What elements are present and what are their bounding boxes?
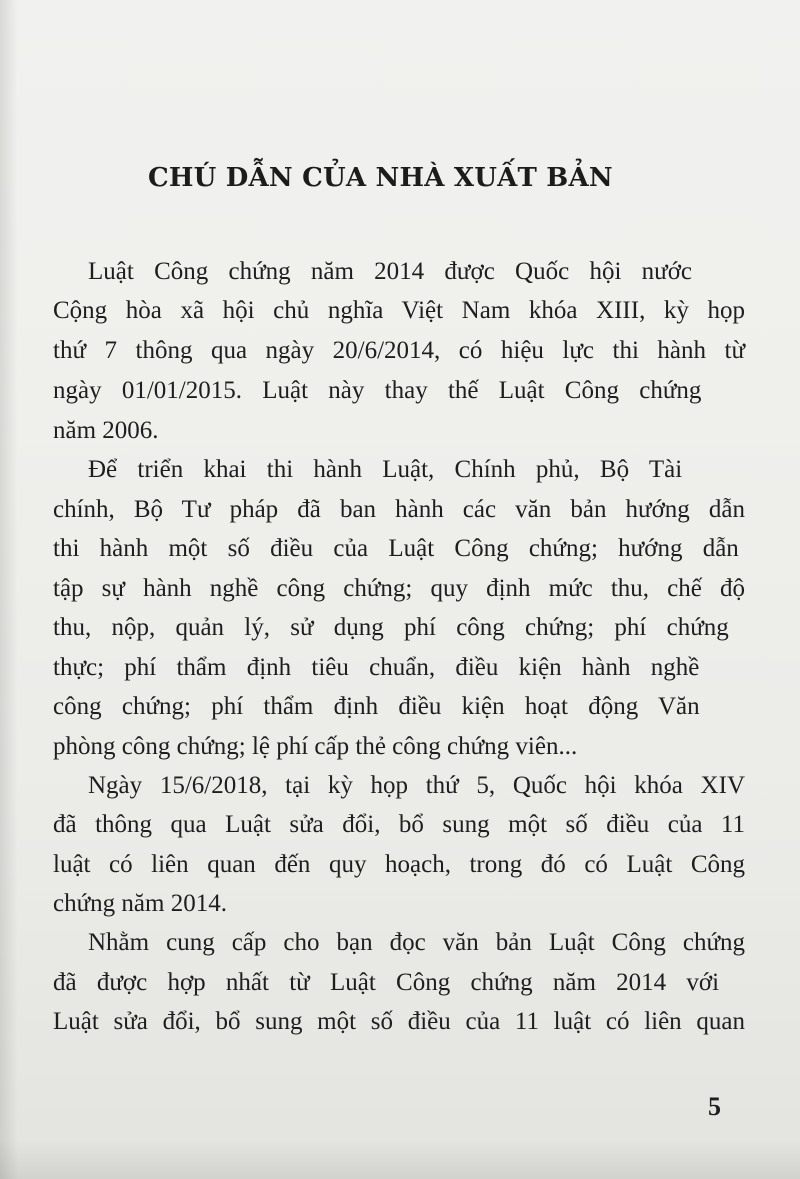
text-line: thi hành một số điều của Luật Công chứng; hướng dẫn — [53, 535, 739, 562]
text-line: công chứng; phí thẩm định điều kiện hoạt động Văn — [53, 693, 700, 720]
page-title: CHÚ DẪN CỦA NHÀ XUẤT BẢN — [148, 163, 613, 193]
text-line: thứ 7 thông qua ngày 20/6/2014, có hiệu lực thi hành từ — [53, 337, 745, 364]
text-line: Luật Công chứng năm 2014 được Quốc hội nước — [88, 258, 693, 285]
text-line: Để triển khai thi hành Luật, Chính phủ, Bộ Tài — [88, 456, 683, 483]
page-bottom-shadow — [0, 1139, 800, 1179]
text-line: tập sự hành nghề công chứng; quy định mức thu, chế độ — [53, 575, 745, 602]
text-line: năm 2006. — [53, 417, 159, 444]
text-line: Cộng hòa xã hội chủ nghĩa Việt Nam khóa XIII, kỳ họp — [53, 297, 745, 324]
text-line: luật có liên quan đến quy hoạch, trong đó có Luật Công — [53, 851, 745, 878]
text-line: thu, nộp, quản lý, sử dụng phí công chứng; phí chứng — [53, 614, 729, 641]
text-line: đã thông qua Luật sửa đổi, bổ sung một số điều của 11 — [53, 811, 745, 838]
text-line: ngày 01/01/2015. Luật này thay thế Luật Công chứng — [53, 377, 702, 404]
page-number: 5 — [708, 1092, 721, 1121]
text-line: Nhằm cung cấp cho bạn đọc văn bản Luật Công chứng — [88, 929, 745, 956]
text-line: thực; phí thẩm định tiêu chuẩn, điều kiện hành nghề — [53, 654, 700, 681]
page-edge-shadow — [0, 0, 18, 1179]
text-line: đã được hợp nhất từ Luật Công chứng năm 2014 với — [53, 969, 720, 996]
text-line: chứng năm 2014. — [53, 890, 227, 917]
text-line: phòng công chứng; lệ phí cấp thẻ công chứng viên... — [53, 733, 578, 760]
text-line: Ngày 15/6/2018, tại kỳ họp thứ 5, Quốc hội khóa XIV — [88, 772, 745, 799]
text-line: chính, Bộ Tư pháp đã ban hành các văn bản hướng dẫn — [53, 496, 745, 523]
text-line: Luật sửa đổi, bổ sung một số điều của 11 luật có liên quan — [53, 1008, 745, 1035]
